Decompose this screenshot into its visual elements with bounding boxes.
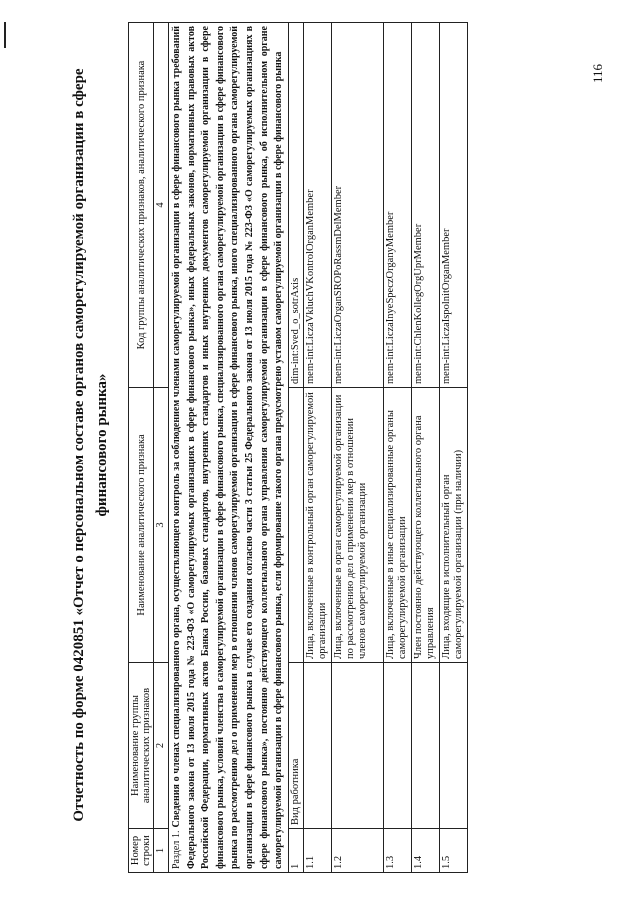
row-code: mem-int:ChlenKollegOrgUprMember	[411, 23, 439, 388]
header-row-number: Номер строки	[129, 829, 154, 873]
header-row	[129, 23, 154, 873]
table-row	[383, 23, 411, 873]
row-group	[383, 663, 411, 829]
row-number: 1.3	[383, 829, 411, 873]
row-number: 1.1	[303, 829, 331, 873]
table-row	[331, 23, 383, 873]
row-feature-name: Лица, включенные в контрольный орган саморегулируемой организации	[303, 388, 331, 663]
page-number: 116	[590, 63, 605, 83]
row-number: 1	[288, 829, 303, 873]
page-title: Отчетность по форме 0420851 «Отчет о персональном составе органов саморегулируемой организации в сфере финансового рынка»	[71, 68, 110, 822]
indicator-table	[128, 22, 468, 873]
header-code: Код группы аналитических признаков, аналитического признака	[129, 23, 154, 388]
row-group: Вид работника	[288, 663, 303, 829]
row-code: mem-int:LiczaIspolnitOrganMember	[439, 23, 467, 388]
row-feature-name: Лица, включенные в орган саморегулируемой организации по рассмотрению дел о применении мер в отношении членов саморегулируемой организации	[331, 388, 383, 663]
row-code: mem-int:LiczaOrganSROPoRassmDelMember	[331, 23, 383, 388]
row-number: 1.5	[439, 829, 467, 873]
column-number: 1	[154, 829, 169, 873]
row-feature-name: Лица, включенные в иные специализированные органы саморегулируемой организации	[383, 388, 411, 663]
row-feature-name: Член постоянно действующего коллегиального органа управления	[411, 388, 439, 663]
row-code: mem-int:LiczaVkluchVKontrolOrganMember	[303, 23, 331, 388]
row-number: 1.4	[411, 829, 439, 873]
section-label: Раздел 1.	[171, 830, 182, 869]
section-cell	[169, 23, 289, 873]
row-code: mem-int:LiczaInyeSpeczOrganyMember	[383, 23, 411, 388]
table-row	[439, 23, 467, 873]
column-number-row	[154, 23, 169, 873]
table-row	[288, 23, 303, 873]
table-row	[411, 23, 439, 873]
row-feature-name: Лица, входящие в исполнительный орган саморегулируемой организации (при наличии)	[439, 388, 467, 663]
row-group	[439, 663, 467, 829]
column-number: 2	[154, 663, 169, 829]
row-number: 1.2	[331, 829, 383, 873]
column-number: 3	[154, 388, 169, 663]
section-row	[169, 23, 289, 873]
header-feature-name: Наименование аналитического признака	[129, 388, 154, 663]
section-text: Сведения о членах специализированного органа, осуществляющего контроль за соблюдением членами саморегулируемой организации в сфере финансового рынка требований Федерального закона от 13 июля 2015 года № 223-ФЗ «О саморегулируемых организациях в сфере финансового рынка», иных федеральных законов, нормативных правовых актов Российской Федерации, нормативных актов Банка России, базовых стандартов, внутренних стандартов и иных внутренних документов саморегулируемой организации в сфере финансового рынка, условий членства в саморегулируемой организации в сфере финансового рынка, специализированного органа саморегулируемой организации в сфере финансового рынка по рассмотрению дел о применении мер в отношении членов саморегулируемой организации в сфере финансового рынка, иного специализированного органа саморегулируемой организации в сфере финансового рынка в случае его создания согласно части 3 статьи 25 Федерального закона от 13 июля 2015 года № 223-ФЗ «О саморегулируемых организациях в сфере финансового рынка», постоянно действующего коллегиального органа управления саморегулируемой организации в сфере финансового рынка, об исполнительном органе саморегулируемой организации в сфере финансового рынка, если формирование такого органа предусмотрено уставом саморегулируемой организации в сфере финансового рынка	[171, 26, 285, 869]
row-code: dim-int:Sved_o_sotrAxis	[288, 23, 303, 388]
row-feature-name	[288, 388, 303, 663]
row-group	[411, 663, 439, 829]
table-row	[303, 23, 331, 873]
row-group	[331, 663, 383, 829]
section-description	[170, 26, 287, 869]
row-group	[303, 663, 331, 829]
header-group-name: Наименование группы аналитических признаков	[129, 663, 154, 829]
column-number: 4	[154, 23, 169, 388]
